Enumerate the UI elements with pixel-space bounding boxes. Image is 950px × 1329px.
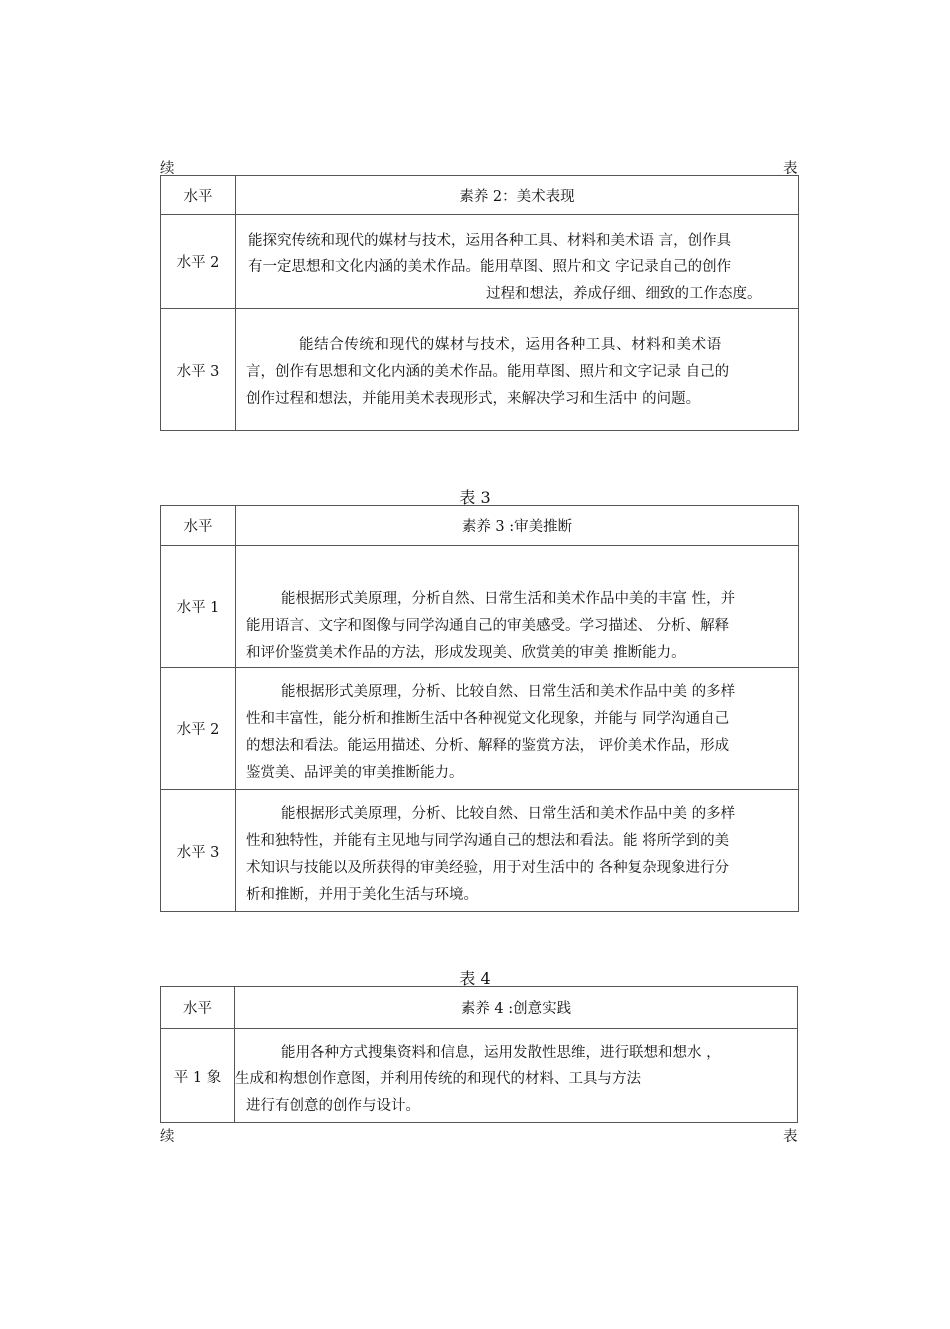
descriptor-line: 能根据形式美原理，分析、比较自然、日常生活和美术作品中美 的多样 bbox=[281, 684, 736, 700]
descriptor-line: 性和丰富性，能分析和推断生活中各种视觉文化现象，并能与 同学沟通自己 bbox=[246, 711, 730, 727]
continued-label-right: 表 bbox=[783, 1129, 798, 1145]
header-title: 素养 2：美术表现 bbox=[459, 188, 575, 205]
table-row bbox=[161, 308, 798, 431]
table-row bbox=[161, 789, 798, 912]
descriptor-line: 能根据形式美原理，分析、比较自然、日常生活和美术作品中美 的多样 bbox=[281, 806, 736, 822]
level-label: 平 1 象 bbox=[161, 1029, 235, 1123]
header-level: 水平 bbox=[161, 176, 236, 214]
table-beauty-expression bbox=[160, 175, 799, 431]
descriptor-line: 性和独特性，并能有主见地与同学沟通自己的想法和看法。能 将所学到的美 bbox=[246, 833, 730, 849]
descriptor-line: 能用各种方式搜集资料和信息，运用发散性思维，进行联想和想水 ， bbox=[281, 1045, 721, 1061]
descriptor-line: 能结合传统和现代的媒材与技术，运用各种工具、材料和美术语 bbox=[299, 337, 722, 353]
continued-label-left: 续 bbox=[160, 161, 175, 177]
continued-label-left: 续 bbox=[160, 1129, 175, 1145]
descriptor-line: 鉴赏美、品评美的审美推断能力。 bbox=[246, 765, 464, 781]
descriptor-line: 有一定思想和文化内涵的美术作品。能用草图、照片和文 字记录自己的创作 bbox=[248, 259, 732, 275]
header-level: 水平 bbox=[161, 987, 235, 1028]
level-label: 水平 1 bbox=[161, 546, 236, 667]
table-caption: 表 3 bbox=[459, 488, 491, 507]
descriptor-line: 析和推断，并用于美化生活与环境。 bbox=[246, 887, 478, 903]
descriptor-line: 能用语言、文字和图像与同学沟通自己的审美感受。学习描述、 分析、解释 bbox=[246, 618, 730, 634]
descriptor-line: 言，创作有思想和文化内涵的美术作品。能用草图、照片和文字记录 自己的 bbox=[246, 364, 730, 380]
header-level: 水平 bbox=[161, 506, 236, 545]
table-header-row bbox=[161, 176, 798, 214]
table-aesthetic-judgment bbox=[160, 505, 799, 912]
descriptor-line: 创作过程和想法，并能用美术表现形式，来解决学习和生活中 的问题。 bbox=[246, 391, 701, 407]
table-row bbox=[161, 667, 798, 789]
level-label: 水平 3 bbox=[161, 309, 236, 431]
level-label: 水平 2 bbox=[161, 668, 236, 789]
descriptor-line: 术知识与技能以及所获得的审美经验，用于对生活中的 各种复杂现象进行分 bbox=[246, 860, 730, 876]
table-header-row bbox=[161, 987, 797, 1028]
descriptor-line: 过程和想法，养成仔细、细致的工作态度。 bbox=[486, 286, 762, 302]
level-label: 水平 2 bbox=[161, 215, 236, 308]
header-title: 素养 3 :审美推断 bbox=[461, 519, 573, 535]
table-caption: 表 4 bbox=[459, 969, 491, 988]
descriptor-line: 和评价鉴赏美术作品的方法，形成发现美、欣赏美的审美 推断能力。 bbox=[246, 645, 686, 661]
descriptor-line: 的想法和看法。能运用描述、分析、解释的鉴赏方法， 评价美术作品，形成 bbox=[246, 738, 730, 754]
table-header-row bbox=[161, 506, 798, 545]
continued-label-right: 表 bbox=[783, 161, 798, 177]
descriptor-line: 能探究传统和现代的媒材与技术，运用各种工具、材料和美术语 言，创作具 bbox=[248, 233, 732, 249]
descriptor-line: 能根据形式美原理，分析自然、日常生活和美术作品中美的丰富 性，并 bbox=[281, 591, 736, 607]
table-row bbox=[161, 1028, 797, 1123]
descriptor-line: 进行有创意的创作与设计。 bbox=[246, 1098, 420, 1114]
table-row bbox=[161, 214, 798, 308]
level-label: 水平 3 bbox=[161, 790, 236, 912]
descriptor-line: 生成和构想创作意图，并利用传统的和现代的材料、工具与方法 bbox=[235, 1071, 641, 1087]
header-title: 素养 4 :创意实践 bbox=[460, 1001, 572, 1017]
table-row bbox=[161, 545, 798, 667]
table-creative-practice bbox=[160, 986, 798, 1123]
